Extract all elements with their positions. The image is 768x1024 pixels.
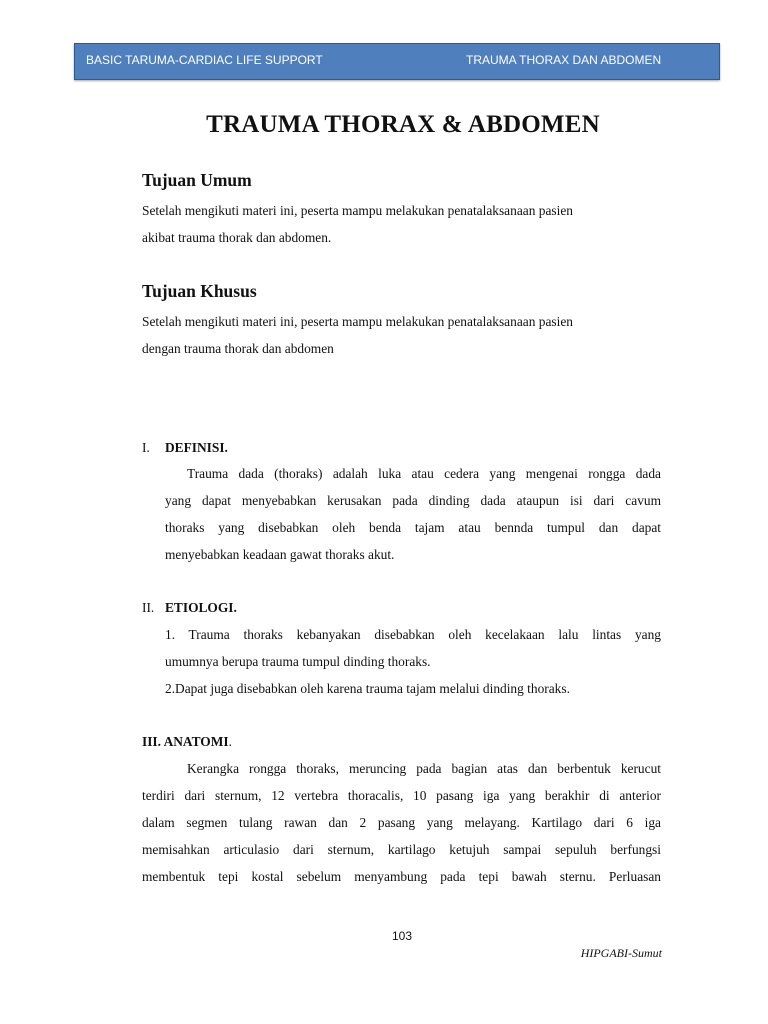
anatomi-line: Kerangka rongga thoraks, meruncing pada bagian atas dan berbentuk kerucut — [187, 761, 661, 776]
tujuan-umum-line: Setelah mengikuti materi ini, peserta mampu melakukan penatalaksanaan pasien — [142, 203, 573, 218]
etiologi-number: II. — [142, 600, 155, 615]
header-course-title: BASIC TARUMA-CARDIAC LIFE SUPPORT — [86, 53, 323, 67]
document-title: TRAUMA THORAX & ABDOMEN — [206, 111, 600, 138]
anatomi-heading-wrap — [142, 734, 232, 750]
tujuan-khusus-line: Setelah mengikuti materi ini, peserta mampu melakukan penatalaksanaan pasien — [142, 314, 573, 329]
definisi-line: yang dapat menyebabkan kerusakan pada dinding dada ataupun isi dari cavum — [165, 493, 661, 508]
tujuan-khusus-heading: Tujuan Khusus — [142, 281, 257, 301]
etiologi-line: umumnya berupa trauma tumpul dinding thoraks. — [165, 654, 431, 669]
definisi-line: thoraks yang disebabkan oleh benda tajam atau bennda tumpul dan dapat — [165, 520, 661, 535]
definisi-line: menyebabkan keadaan gawat thoraks akut. — [165, 547, 395, 562]
running-header — [74, 43, 720, 80]
anatomi-line: membentuk tepi kostal sebelum menyambung pada tepi bawah sternu. Perluasan — [142, 869, 661, 884]
tujuan-umum-line: akibat trauma thorak dan abdomen. — [142, 230, 332, 245]
definisi-heading: DEFINISI. — [165, 440, 228, 455]
anatomi-line: terdiri dari sternum, 12 vertebra thoracalis, 10 pasang iga yang berakhir di anterior — [142, 788, 661, 803]
header-chapter-title: TRAUMA THORAX DAN ABDOMEN — [466, 53, 662, 67]
definisi-number: I. — [142, 440, 150, 455]
tujuan-khusus-line: dengan trauma thorak dan abdomen — [142, 341, 334, 356]
anatomi-heading: III. ANATOMI — [142, 734, 229, 749]
tujuan-umum-heading: Tujuan Umum — [142, 170, 252, 190]
anatomi-line: memisahkan articulasio dari sternum, kartilago ketujuh sampai sepuluh berfungsi — [142, 842, 661, 857]
etiologi-heading: ETIOLOGI. — [165, 600, 237, 615]
anatomi-line: dalam segmen tulang rawan dan 2 pasang yang melayang. Kartilago dari 6 iga — [142, 815, 661, 830]
page-number: 103 — [392, 929, 413, 943]
anatomi-heading-period: . — [228, 734, 232, 749]
definisi-line: Trauma dada (thoraks) adalah luka atau cedera yang mengenai rongga dada — [187, 466, 661, 481]
etiologi-line: 2.Dapat juga disebabkan oleh karena trauma tajam melalui dinding thoraks. — [165, 681, 570, 696]
footer-organization: HIPGABI-Sumut — [580, 946, 662, 960]
etiologi-line: 1. Trauma thoraks kebanyakan disebabkan oleh kecelakaan lalu lintas yang — [165, 627, 661, 642]
